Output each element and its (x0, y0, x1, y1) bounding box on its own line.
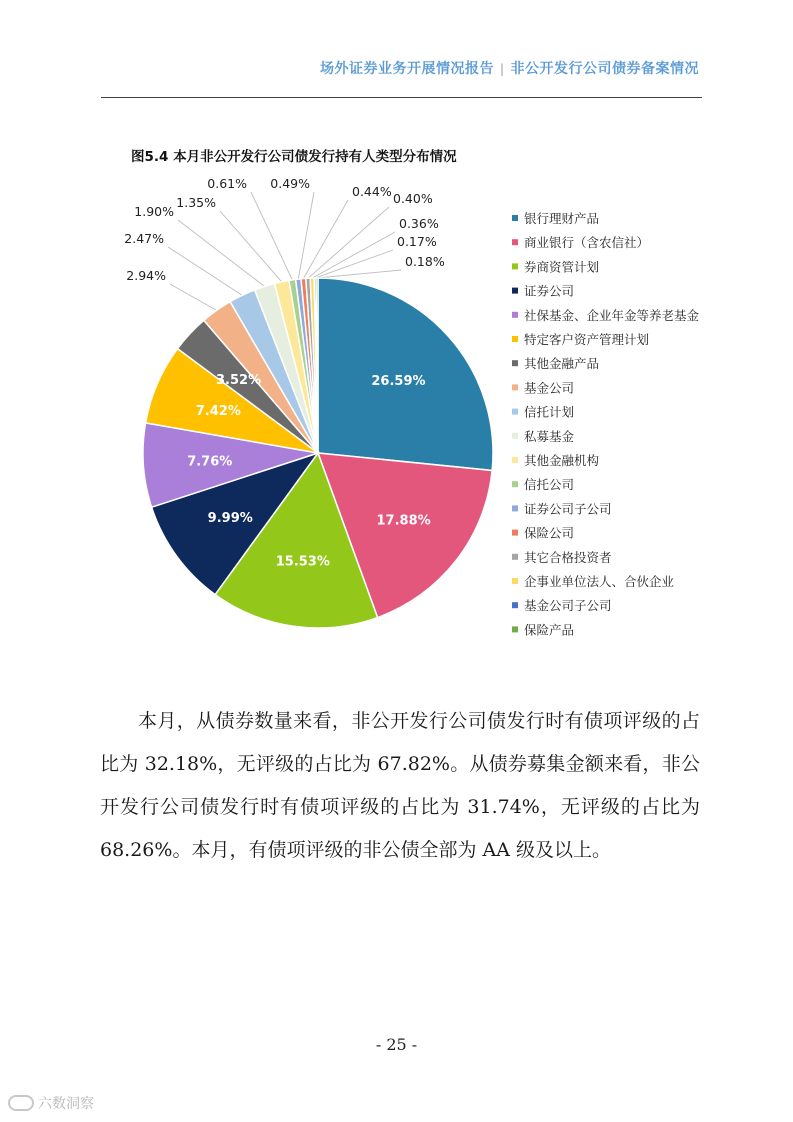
legend-label: 证券公司子公司 (524, 501, 612, 517)
legend-swatch (512, 530, 518, 536)
legend-label: 信托公司 (524, 477, 575, 493)
legend-label: 其它合格投资者 (524, 549, 612, 565)
slice-label: 3.52% (216, 373, 262, 389)
legend-swatch (512, 336, 518, 342)
legend-label: 银行理财产品 (524, 211, 600, 226)
slice-label: 17.88% (376, 513, 431, 529)
legend-swatch (512, 433, 518, 439)
legend-swatch (512, 239, 518, 245)
legend-label: 其他金融机构 (524, 453, 600, 468)
leader-line (178, 220, 264, 286)
leader-line (298, 192, 314, 279)
slice-label: 0.61% (207, 176, 247, 191)
legend-swatch (512, 384, 518, 390)
legend-swatch (512, 578, 518, 584)
body-paragraph: 本月，从债券数量来看，非公开发行公司债发行时有债项评级的占比为 32.18%，无评级的占比为 67.82%。从债券募集金额来看，非公开发行公司债发行时有债项评级的占比为 31.74%，无评级的占比为 68.26%。本月，有债项评级的非公债全部为 AA 级及以上。 (100, 710, 700, 861)
legend-swatch (512, 505, 518, 511)
slice-label: 0.49% (270, 176, 310, 191)
slice-label: 26.59% (371, 374, 426, 390)
legend-swatch (512, 288, 518, 294)
legend-swatch (512, 554, 518, 560)
legend-swatch (512, 263, 518, 269)
slice-label: 0.36% (399, 216, 439, 231)
leader-line (251, 192, 292, 280)
legend-label: 基金公司 (524, 380, 575, 396)
legend-swatch (512, 481, 518, 487)
slice-label: 0.40% (393, 191, 433, 206)
figure-title: 图5.4 本月非公开发行公司债发行持有人类型分布情况 (131, 149, 457, 165)
legend-label: 其他金融产品 (524, 356, 600, 372)
slice-label: 1.35% (176, 195, 216, 210)
legend-swatch (512, 602, 518, 608)
legend-swatch (512, 457, 518, 463)
slice-label: 7.42% (195, 404, 241, 420)
leader-line (220, 211, 282, 282)
leader-line (312, 232, 395, 278)
legend-swatch (512, 409, 518, 415)
slice-label: 1.90% (134, 204, 174, 219)
page-number: - 25 - (375, 1035, 418, 1054)
slice-label: 7.76% (187, 454, 233, 470)
legend-swatch (512, 312, 518, 318)
legend-label: 特定客户资产管理计划 (524, 332, 650, 347)
legend-label: 券商资管计划 (524, 259, 600, 275)
slice-label: 0.17% (397, 234, 437, 249)
legend-label: 商业银行（含农信社） (524, 235, 650, 251)
slice-label: 2.94% (126, 268, 166, 283)
legend-label: 证券公司 (524, 283, 575, 299)
watermark-logo-icon (8, 1095, 34, 1111)
legend-label: 保险产品 (524, 622, 575, 638)
leader-line (170, 284, 217, 310)
watermark-text: 六数洞察 (38, 1096, 94, 1112)
legend-label: 私募基金 (524, 428, 575, 444)
legend-swatch (512, 626, 518, 632)
header-separator: | (499, 62, 505, 76)
slice-label: 0.44% (352, 184, 392, 199)
legend-swatch (512, 215, 518, 221)
slice-label: 9.99% (207, 510, 253, 526)
slice-label: 2.47% (124, 231, 164, 246)
legend-label: 保险公司 (524, 525, 575, 541)
legend-label: 社保基金、企业年金等养老基金 (524, 307, 700, 323)
leader-line (308, 207, 389, 278)
leader-line (317, 270, 401, 278)
legend-label: 企事业单位法人、合伙企业 (524, 574, 675, 589)
legend-label: 信托计划 (524, 404, 575, 420)
header-report-title: 场外证券业务开展情况报告 (319, 61, 494, 77)
slice-label: 0.18% (405, 254, 445, 269)
leader-line (168, 247, 242, 295)
watermark (8, 1093, 94, 1113)
legend-label: 基金公司子公司 (524, 598, 612, 614)
legend-swatch (512, 360, 518, 366)
header-section-title: 非公开发行公司债券备案情况 (510, 61, 699, 77)
leader-line (315, 250, 393, 278)
slice-label: 15.53% (275, 554, 330, 570)
